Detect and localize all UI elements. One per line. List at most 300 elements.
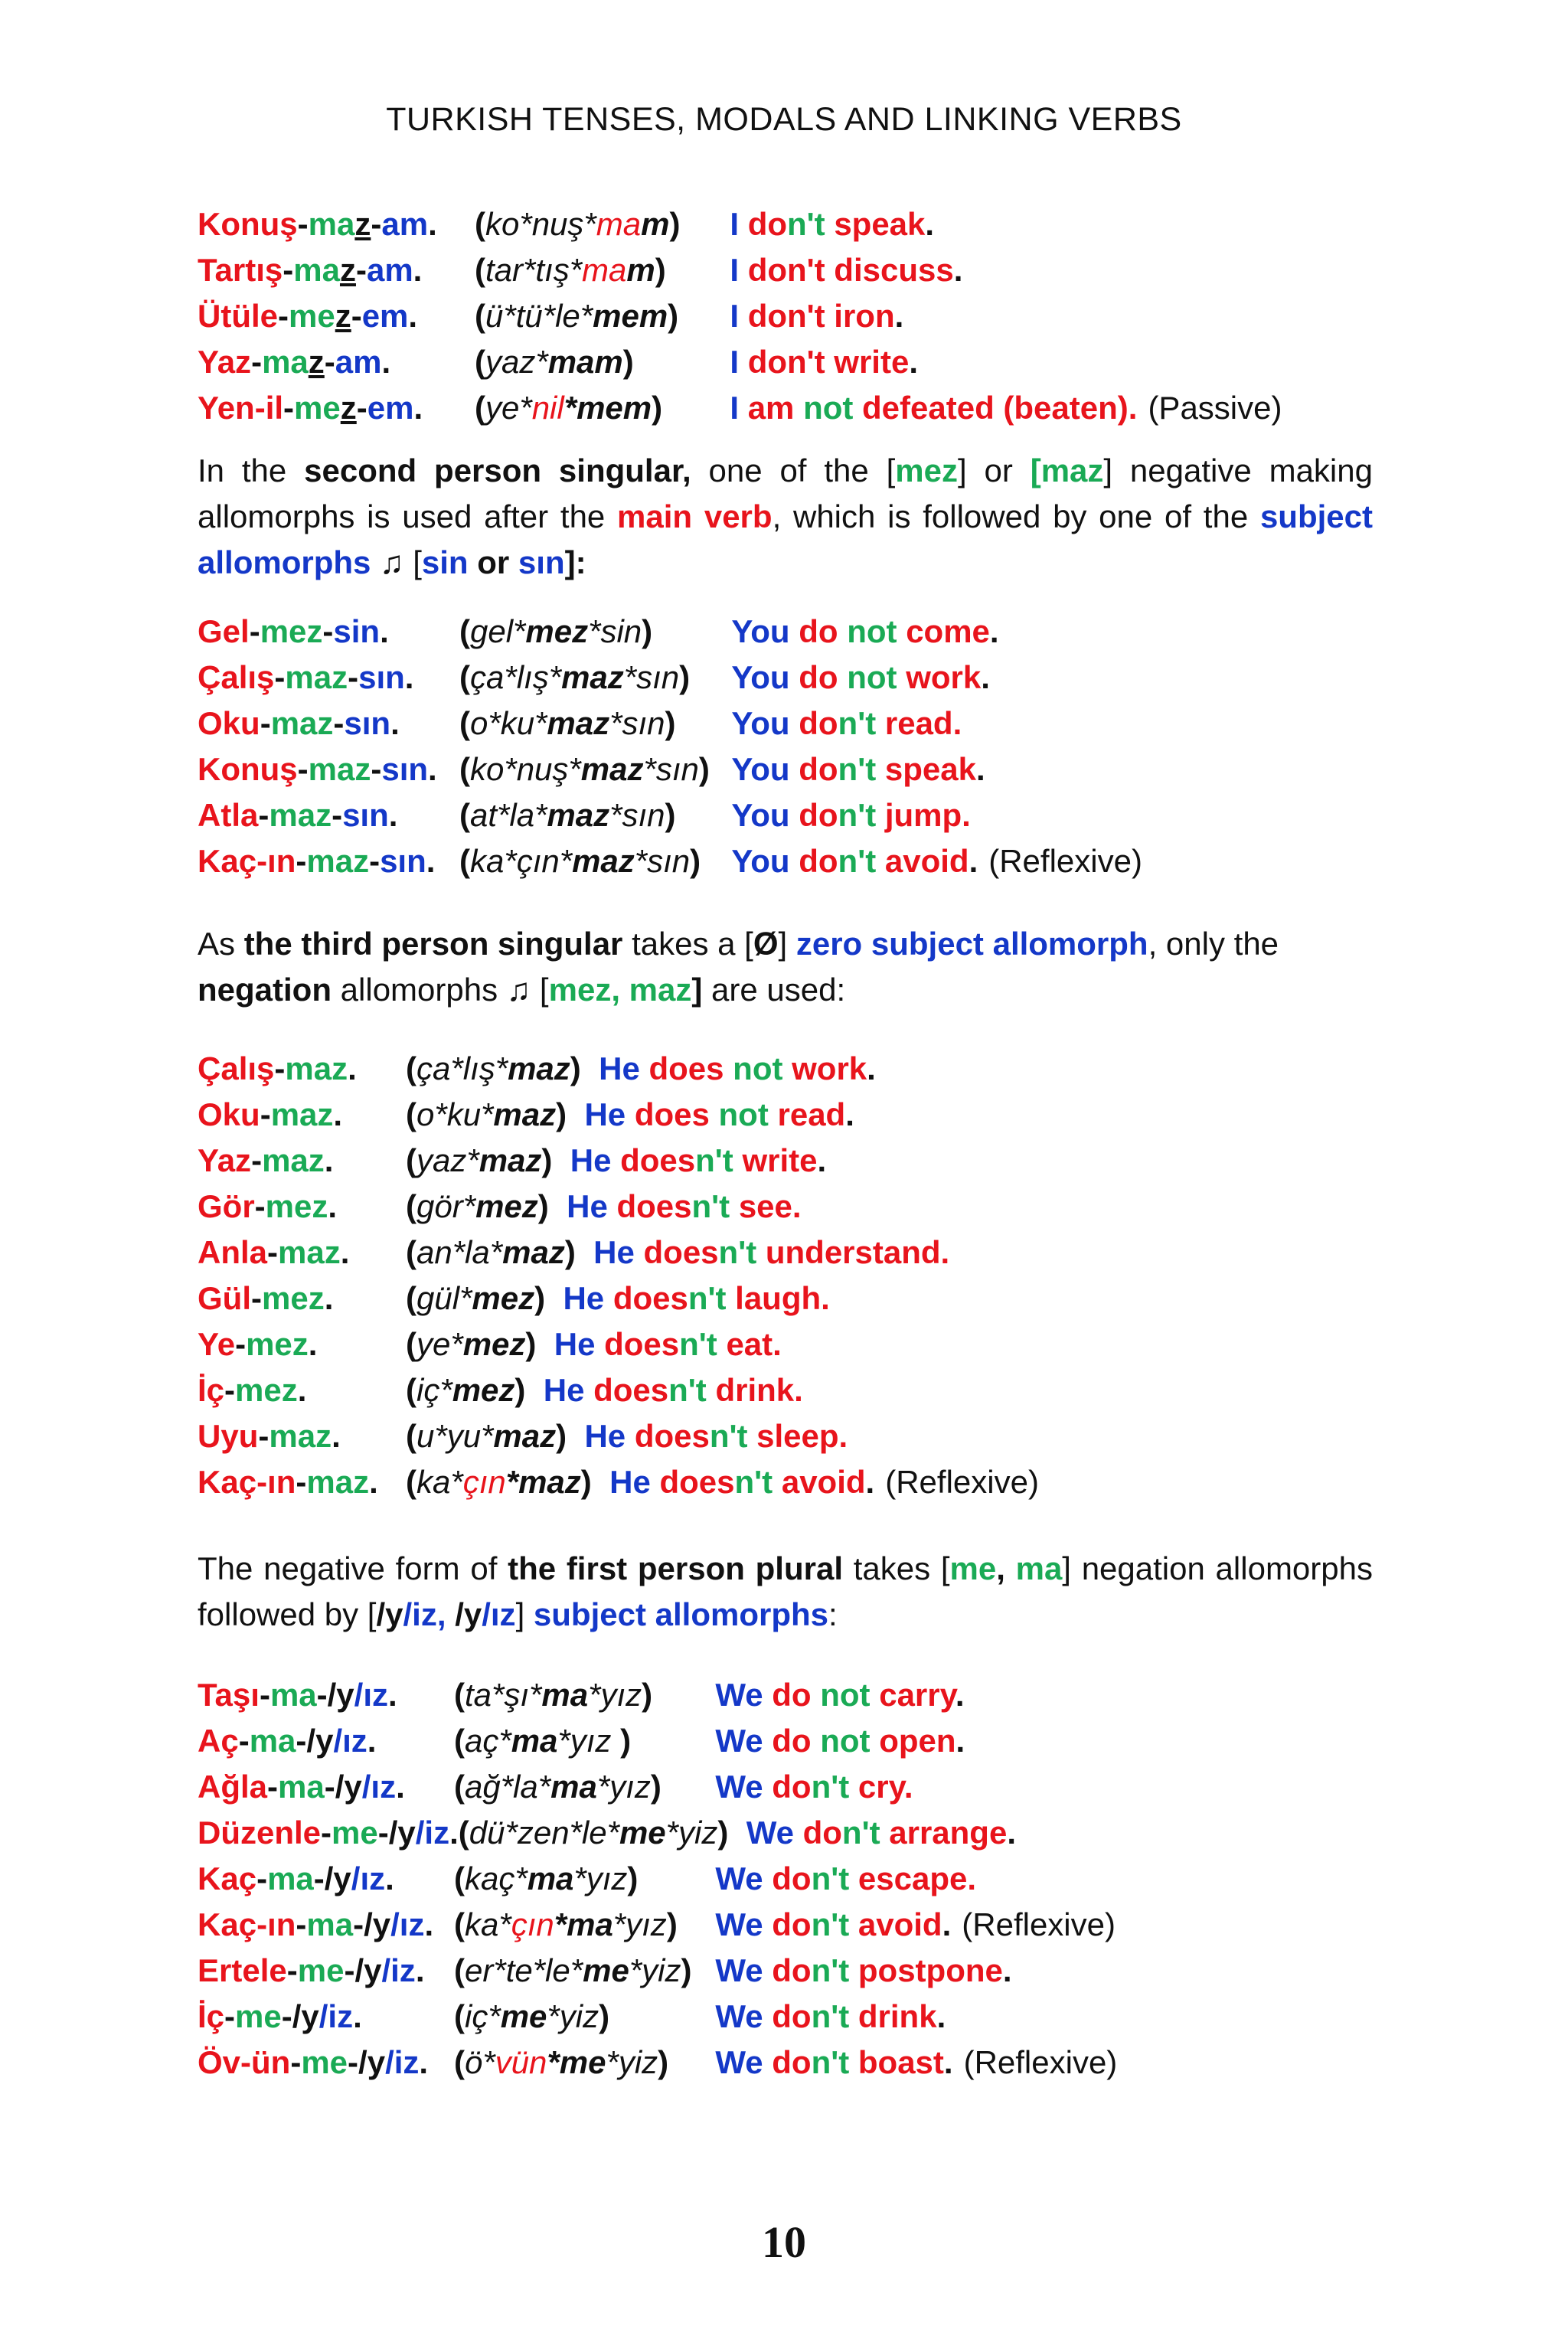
morpheme: - [324, 1769, 335, 1805]
morpheme: mez [235, 1372, 298, 1408]
morpheme: sın [381, 751, 429, 787]
translation-word: do [802, 1815, 842, 1851]
morpheme: /y [306, 1723, 334, 1759]
translation-word: . [867, 1050, 876, 1086]
translation-word: sleep. [756, 1418, 848, 1454]
syllable: maz [547, 797, 610, 833]
morpheme: ma [308, 206, 355, 242]
paren: ) [599, 1998, 610, 2034]
morpheme: - [286, 1952, 298, 1988]
example-row [198, 746, 1373, 792]
morpheme: - [371, 751, 382, 787]
para-term: main verb [617, 498, 773, 534]
turkish-verb [198, 1856, 454, 1902]
morpheme: - [353, 1906, 364, 1942]
pronunciation [406, 1367, 525, 1413]
para-term: the first person plural [508, 1550, 843, 1586]
pronunciation [406, 1276, 545, 1321]
morpheme: İç [198, 1372, 225, 1408]
morpheme: - [296, 843, 307, 879]
turkish-verb [198, 1718, 454, 1764]
translation-word: We [715, 1952, 773, 1988]
paren: ( [454, 1769, 465, 1805]
morpheme: - [313, 1860, 325, 1896]
pronunciation [454, 1764, 697, 1810]
example-row [198, 701, 1373, 746]
morpheme: ma [306, 1906, 354, 1942]
paren: ( [406, 1372, 416, 1408]
morpheme: me [235, 1998, 282, 2034]
syllable: maz [493, 1096, 557, 1132]
morpheme: /y [335, 1769, 362, 1805]
english-translation [730, 385, 1137, 431]
morpheme: - [283, 252, 294, 288]
morpheme: me [332, 1815, 378, 1851]
pronunciation [454, 1672, 697, 1718]
paren: ( [454, 1952, 465, 1988]
morpheme: . [328, 1188, 338, 1224]
pronunciation [459, 609, 714, 655]
syllable: ça*lış* [416, 1050, 508, 1086]
translation-word: work [906, 659, 982, 695]
syllable: ağ*la* [465, 1769, 551, 1805]
example-row [198, 1321, 1373, 1367]
pronunciation [459, 655, 714, 701]
example-row [198, 1459, 1373, 1505]
morpheme: - [296, 1464, 307, 1500]
morpheme: . [333, 1096, 343, 1132]
translation-word: You [731, 751, 799, 787]
morpheme: /y [388, 1815, 416, 1851]
para-term: subject allomorphs [198, 498, 1373, 580]
translation-word: does [659, 1464, 735, 1500]
syllable: ma [567, 1906, 613, 1942]
syllable: yaz* [485, 344, 548, 380]
morpheme: am [366, 252, 413, 288]
translation-word: read. [884, 705, 962, 741]
translation-word: . [955, 1677, 965, 1713]
morpheme: -ın [256, 1906, 296, 1942]
example-row [198, 385, 1373, 431]
syllable: maz [493, 1418, 557, 1454]
morpheme: - [348, 659, 359, 695]
translation-word: am [747, 390, 804, 426]
paren: ) [534, 1280, 546, 1316]
syllable: mam [547, 344, 623, 380]
paren: ) [652, 390, 663, 426]
example-list-first-person-plural [198, 1672, 1373, 2086]
example-row [198, 1856, 1373, 1902]
morpheme: - [348, 2044, 359, 2080]
verb-type-note: (Reflexive) [963, 2044, 1118, 2080]
paren: ( [459, 843, 470, 879]
translation-word: n't [668, 1372, 716, 1408]
translation-word: . [865, 1464, 875, 1500]
syllable: me [583, 1952, 629, 1988]
morpheme: Aç [198, 1723, 239, 1759]
translation-word: n't [811, 1998, 858, 2034]
translation-word: He [599, 1050, 649, 1086]
turkish-verb [198, 1367, 406, 1413]
example-row [198, 1184, 1373, 1230]
translation-word: do [799, 705, 838, 741]
english-translation [715, 1948, 1011, 1994]
translation-word: We [715, 1906, 773, 1942]
morpheme: Kaç [198, 843, 257, 879]
pronunciation [454, 1902, 697, 1948]
page-number: 10 [762, 2217, 806, 2267]
syllable: vün [495, 2044, 547, 2080]
pronunciation [454, 1718, 697, 1764]
english-translation [731, 701, 962, 746]
paren: ( [406, 1326, 416, 1362]
paren: ( [406, 1050, 416, 1086]
turkish-verb [198, 339, 475, 385]
translation-word: open [879, 1723, 956, 1759]
morpheme: - [251, 344, 263, 380]
syllable: maz [572, 843, 635, 879]
translation-word: . [1002, 1952, 1012, 1988]
syllable: ma [541, 1677, 589, 1713]
pronunciation [406, 1459, 592, 1505]
pronunciation [406, 1184, 549, 1230]
para-term: ma [1015, 1550, 1063, 1586]
translation-word: He [593, 1234, 644, 1270]
syllable: *sın [623, 659, 680, 695]
turkish-verb [198, 2040, 454, 2086]
morpheme: em [361, 298, 409, 334]
morpheme: /iz [415, 1815, 450, 1851]
pronunciation [475, 293, 712, 339]
morpheme: . [388, 797, 398, 833]
morpheme: /y [358, 2044, 386, 2080]
paren: ) [681, 1952, 692, 1988]
translation-word: carry [879, 1677, 956, 1713]
syllable: çın [462, 1464, 506, 1500]
translation-word: eat. [726, 1326, 782, 1362]
translation-word: n't [787, 206, 835, 242]
paren: ( [454, 1723, 465, 1759]
pronunciation [475, 201, 712, 247]
morpheme: Oku [198, 1096, 260, 1132]
morpheme: . [297, 1372, 307, 1408]
morpheme: -il [254, 390, 284, 426]
paren: ( [459, 613, 470, 649]
para-term: the third person singular [243, 926, 623, 962]
paren: ) [679, 659, 691, 695]
syllable: maz [502, 1234, 565, 1270]
pronunciation [406, 1413, 567, 1459]
syllable: mez [472, 1280, 535, 1316]
syllable: ma [550, 1769, 597, 1805]
syllable: ma [511, 1723, 558, 1759]
paren: ) [570, 1050, 581, 1086]
translation-word: avoid [884, 843, 969, 879]
morpheme: - [258, 797, 270, 833]
syllable: mez [462, 1326, 526, 1362]
morpheme: Çalış [198, 659, 275, 695]
verb-type-note: (Reflexive) [885, 1464, 1039, 1500]
para-term: sın [518, 544, 565, 580]
translation-word: boast [858, 2044, 944, 2080]
morpheme: - [259, 1677, 270, 1713]
translation-word: does [612, 1280, 688, 1316]
paren: ) [717, 1815, 729, 1851]
syllable: *sin [588, 613, 642, 649]
turkish-verb [198, 1902, 454, 1948]
morpheme: -ın [256, 843, 296, 879]
example-list-second-person-singular [198, 609, 1373, 884]
pronunciation [454, 1994, 697, 2040]
paren: ) [655, 252, 666, 288]
morpheme: . [415, 1952, 425, 1988]
turkish-verb [198, 746, 459, 792]
paren: ( [459, 705, 470, 741]
syllable: *yız [612, 1906, 667, 1942]
para-term: subject allomorphs [533, 1596, 828, 1632]
morpheme: sın [342, 797, 389, 833]
paren: ( [406, 1280, 416, 1316]
morpheme: -ın [256, 1464, 296, 1500]
example-row [198, 1413, 1373, 1459]
morpheme: . [385, 1860, 394, 1896]
translation-word: do [799, 613, 848, 649]
morpheme: - [249, 613, 260, 649]
morpheme: . [424, 1906, 434, 1942]
morpheme: . [324, 1280, 334, 1316]
morpheme: . [367, 1723, 377, 1759]
translation-word: n't [688, 1280, 736, 1316]
syllable: yaz* [416, 1142, 479, 1178]
translation-word: I [730, 344, 748, 380]
translation-word: . [989, 613, 999, 649]
translation-word: does [634, 1096, 719, 1132]
example-row [198, 1718, 1373, 1764]
example-row [198, 1138, 1373, 1184]
translation-word: come [906, 613, 990, 649]
morpheme: /iz [381, 1952, 416, 1988]
morpheme: ma [293, 252, 340, 288]
morpheme: /iz [318, 1998, 354, 2034]
syllable: er*te*le* [465, 1952, 583, 1988]
english-translation [730, 339, 918, 385]
example-row [198, 1672, 1373, 1718]
turkish-verb [198, 385, 475, 431]
paren: ) [514, 1372, 526, 1408]
morpheme: - [251, 1280, 262, 1316]
morpheme: -ün [240, 2044, 291, 2080]
syllable: iç* [416, 1372, 452, 1408]
translation-word: . [909, 344, 918, 380]
para-term: me [949, 1550, 997, 1586]
morpheme: /ız [333, 1723, 368, 1759]
paren: ( [406, 1188, 416, 1224]
syllable: *yız [557, 1723, 621, 1759]
translation-word: . [817, 1142, 827, 1178]
english-translation [544, 1367, 803, 1413]
translation-word: do [799, 797, 838, 833]
paren: ( [454, 2044, 465, 2080]
turkish-verb [198, 792, 459, 838]
english-translation [715, 1902, 951, 1948]
morpheme: - [260, 1096, 271, 1132]
para-text: ♫ [ [371, 544, 422, 580]
paren: ) [556, 1418, 567, 1454]
morpheme: . [413, 390, 423, 426]
english-translation [567, 1184, 801, 1230]
translation-word: defeated (beaten). [862, 390, 1138, 426]
morpheme: - [297, 206, 309, 242]
para-text: ] [515, 1596, 534, 1632]
morpheme: - [235, 1326, 247, 1362]
translation-word: n't [838, 705, 885, 741]
para-text: ] negation allomorphs followed by [ [198, 1550, 1373, 1632]
translation-word: He [543, 1372, 594, 1408]
morpheme: . [308, 1326, 318, 1362]
syllable: ye* [485, 390, 532, 426]
translation-word: I [730, 206, 748, 242]
morpheme: - [344, 1952, 355, 1988]
morpheme: Öv [198, 2044, 241, 2080]
paren: ( [406, 1142, 416, 1178]
syllable: me [500, 1998, 547, 2034]
syllable: *sın [634, 843, 691, 879]
morpheme: /y [292, 1998, 319, 2034]
para-term: ]: [564, 544, 586, 580]
morpheme: Ertele [198, 1952, 287, 1988]
translation-word: n't [838, 843, 885, 879]
example-row [198, 293, 1373, 339]
para-term: ] [691, 972, 703, 1008]
syllable: mez [525, 613, 589, 649]
morpheme: z [354, 206, 371, 242]
morpheme: - [267, 1769, 279, 1805]
syllable: tar*tış* [485, 252, 583, 288]
turkish-verb [198, 1276, 406, 1321]
syllable: mez [452, 1372, 515, 1408]
translation-word: n't [734, 1464, 782, 1500]
syllable: dü*zen*le* [469, 1815, 619, 1851]
pronunciation [406, 1230, 576, 1276]
morpheme: me [294, 390, 341, 426]
paren: ( [475, 298, 485, 334]
para-term: second person singular, [304, 452, 691, 488]
turkish-verb [198, 293, 475, 339]
translation-word: don't iron [747, 298, 895, 334]
syllable: ko*nuş* [485, 206, 596, 242]
morpheme: . [449, 1815, 459, 1851]
paren: ( [454, 1677, 465, 1713]
translation-word: . [975, 751, 985, 787]
translation-word: n't [811, 2044, 858, 2080]
paragraph-first-person-plural [198, 1546, 1373, 1638]
english-translation [730, 293, 903, 339]
translation-word: . [1007, 1815, 1016, 1851]
example-row [198, 247, 1373, 293]
paren: ( [454, 1906, 465, 1942]
translation-word: We [715, 1769, 773, 1805]
example-row [198, 201, 1373, 247]
translation-word: n't [679, 1326, 727, 1362]
morpheme: /y [327, 1677, 354, 1713]
morpheme: . [396, 1769, 405, 1805]
morpheme: Ütüle [198, 298, 278, 334]
example-row [198, 609, 1373, 655]
example-row [198, 1276, 1373, 1321]
morpheme: . [369, 1464, 378, 1500]
morpheme: maz [278, 1234, 341, 1270]
english-translation [570, 1138, 826, 1184]
translation-word: not [733, 1050, 792, 1086]
translation-word: n't [718, 1234, 766, 1270]
translation-word: . [925, 206, 935, 242]
syllable: aç* [465, 1723, 511, 1759]
translation-word: drink [858, 1998, 937, 2034]
translation-word: I [730, 252, 748, 288]
english-translation [715, 1718, 965, 1764]
verb-type-note: (Passive) [1148, 390, 1282, 426]
morpheme: sın [380, 843, 426, 879]
morpheme: . [332, 1418, 341, 1454]
morpheme: mez [260, 613, 323, 649]
pronunciation [475, 247, 712, 293]
page-header: TURKISH TENSES, MODALS AND LINKING VERBS [386, 101, 1182, 138]
example-row [198, 1902, 1373, 1948]
para-term: negation [198, 972, 332, 1008]
translation-word: I [730, 298, 748, 334]
english-translation [715, 1856, 976, 1902]
translation-word: does [648, 1050, 733, 1086]
morpheme: - [356, 390, 368, 426]
translation-word: He [584, 1418, 635, 1454]
pronunciation [454, 1948, 697, 1994]
translation-word: n't [811, 1860, 858, 1896]
paren: ) [556, 1096, 567, 1132]
morpheme: Anla [198, 1234, 268, 1270]
syllable: nil [531, 390, 564, 426]
pronunciation [454, 2040, 697, 2086]
paren: ( [458, 1815, 469, 1851]
para-term: Ø [753, 926, 779, 962]
morpheme: Yaz [198, 344, 252, 380]
morpheme: /ız [354, 1677, 389, 1713]
pronunciation [459, 746, 714, 792]
morpheme: /iz [385, 2044, 420, 2080]
morpheme: sin [333, 613, 381, 649]
para-term: sin [421, 544, 469, 580]
para-text: takes [ [842, 1550, 950, 1586]
translation-word: arrange [889, 1815, 1008, 1851]
morpheme: sın [344, 705, 391, 741]
morpheme: - [224, 1998, 236, 2034]
syllable: o*ku* [416, 1096, 494, 1132]
translation-word: don't discuss [747, 252, 954, 288]
para-term: mez [895, 452, 958, 488]
english-translation [715, 1764, 913, 1810]
morpheme: - [260, 705, 271, 741]
translation-word: We [715, 2044, 773, 2080]
morpheme: - [324, 344, 335, 380]
turkish-verb [198, 1810, 459, 1856]
para-term: /ız [482, 1596, 516, 1632]
morpheme: z [335, 298, 351, 334]
morpheme: - [355, 252, 367, 288]
para-text: ] [778, 926, 796, 962]
english-translation [731, 838, 978, 884]
morpheme: ma [267, 1860, 314, 1896]
paren: ) [622, 344, 634, 380]
paren: ( [475, 206, 485, 242]
